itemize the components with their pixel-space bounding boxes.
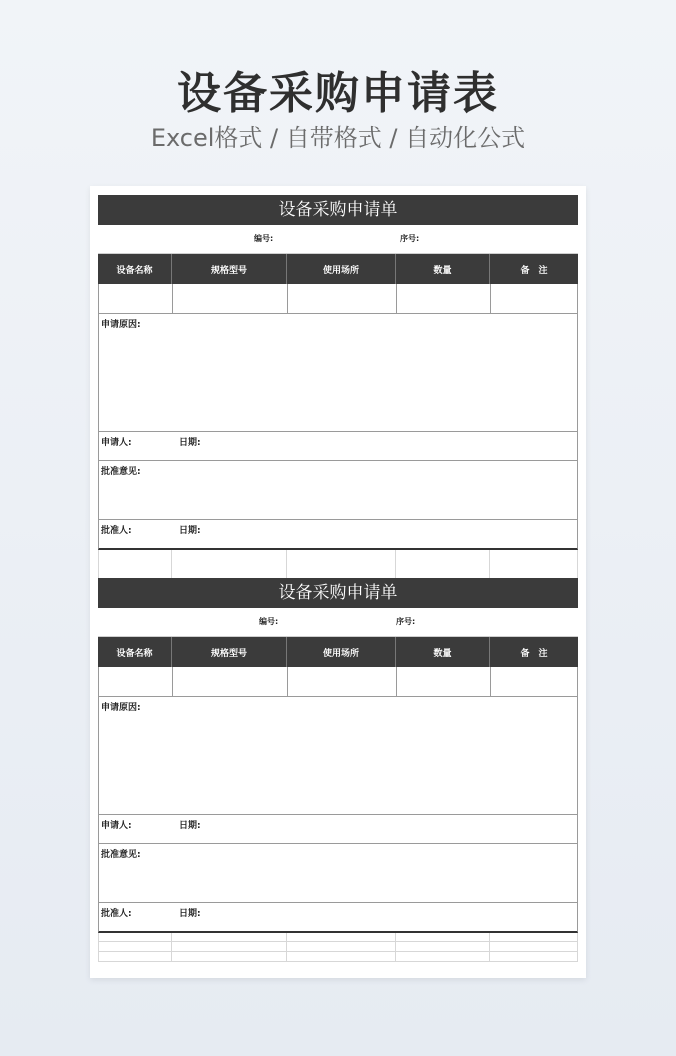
column-header-remarks: 备 注 [520, 648, 548, 659]
grid-cell [98, 942, 172, 951]
approver-block[interactable] [98, 520, 578, 550]
table-row [98, 284, 578, 314]
column-header-row [98, 637, 578, 667]
applicant-block[interactable] [98, 432, 578, 461]
grid-cell [396, 933, 490, 941]
approver-block[interactable] [98, 903, 578, 933]
column-header-quantity: 数量 [396, 637, 490, 667]
column-header-usage-location: 使用场所 [287, 637, 396, 667]
column-header-remarks: 备 注 [520, 265, 548, 276]
column-header-row [98, 254, 578, 284]
cell-spec-model[interactable] [173, 284, 288, 313]
column-header-quantity: 数量 [396, 254, 490, 284]
grid-cell [287, 550, 396, 578]
grid-cell [490, 550, 578, 578]
grid-cell [287, 942, 396, 951]
cell-remarks[interactable] [491, 667, 577, 696]
applicant-label: 申请人: [101, 821, 132, 831]
purchase-form-1 [98, 195, 578, 579]
reason-label: 申请原因: [101, 320, 141, 330]
reason-block[interactable] [98, 314, 578, 432]
cell-equipment-name[interactable] [99, 284, 173, 313]
spacer-grid-row [98, 933, 578, 942]
applicant-block[interactable] [98, 815, 578, 844]
cell-spec-model[interactable] [173, 667, 288, 696]
grid-cell [172, 952, 287, 961]
meta-row [98, 225, 578, 254]
applicant-label: 申请人: [101, 438, 132, 448]
form-title: 设备采购申请单 [98, 578, 578, 608]
spacer-grid-row [98, 942, 578, 952]
number-label: 编号: [254, 234, 274, 243]
table-row [98, 667, 578, 697]
sequence-label: 序号: [396, 617, 416, 626]
cell-quantity[interactable] [397, 667, 491, 696]
spacer-grid-row [98, 952, 578, 962]
number-label: 编号: [259, 617, 279, 626]
grid-cell [396, 550, 490, 578]
grid-cell [490, 942, 578, 951]
grid-cell [98, 933, 172, 941]
hero-subtitle: Excel格式 / 自带格式 / 自动化公式 [150, 124, 526, 152]
cell-remarks[interactable] [491, 284, 577, 313]
approval-opinion-block[interactable] [98, 844, 578, 903]
approver-label: 批准人: [101, 526, 132, 536]
date-label: 日期: [179, 821, 201, 831]
column-header-equipment-name: 设备名称 [98, 637, 172, 667]
grid-cell [490, 933, 578, 941]
cell-quantity[interactable] [397, 284, 491, 313]
spreadsheet-preview [90, 186, 586, 978]
sequence-label: 序号: [400, 234, 420, 243]
date-label: 日期: [179, 438, 201, 448]
approver-label: 批准人: [101, 909, 132, 919]
purchase-form-2 [98, 578, 578, 962]
approver-date-label: 日期: [179, 909, 201, 919]
form-title: 设备采购申请单 [98, 195, 578, 225]
reason-block[interactable] [98, 697, 578, 815]
grid-cell [287, 933, 396, 941]
reason-label: 申请原因: [101, 703, 141, 713]
approval-opinion-label: 批准意见: [101, 850, 141, 860]
column-header-usage-location: 使用场所 [287, 254, 396, 284]
cell-equipment-name[interactable] [99, 667, 173, 696]
grid-cell [396, 952, 490, 961]
cell-usage-location[interactable] [288, 284, 397, 313]
grid-cell [98, 952, 172, 961]
grid-cell [172, 550, 287, 578]
hero-title: 设备采购申请表 [177, 68, 499, 119]
grid-cell [172, 933, 287, 941]
grid-cell [490, 952, 578, 961]
grid-cell [172, 942, 287, 951]
grid-cell [287, 952, 396, 961]
approval-opinion-label: 批准意见: [101, 467, 141, 477]
column-header-spec-model: 规格型号 [172, 637, 287, 667]
approval-opinion-block[interactable] [98, 461, 578, 520]
approver-date-label: 日期: [179, 526, 201, 536]
grid-cell [98, 550, 172, 578]
meta-row [98, 608, 578, 637]
grid-cell [396, 942, 490, 951]
spacer-grid-row [98, 550, 578, 579]
column-header-spec-model: 规格型号 [172, 254, 287, 284]
cell-usage-location[interactable] [288, 667, 397, 696]
column-header-equipment-name: 设备名称 [98, 254, 172, 284]
